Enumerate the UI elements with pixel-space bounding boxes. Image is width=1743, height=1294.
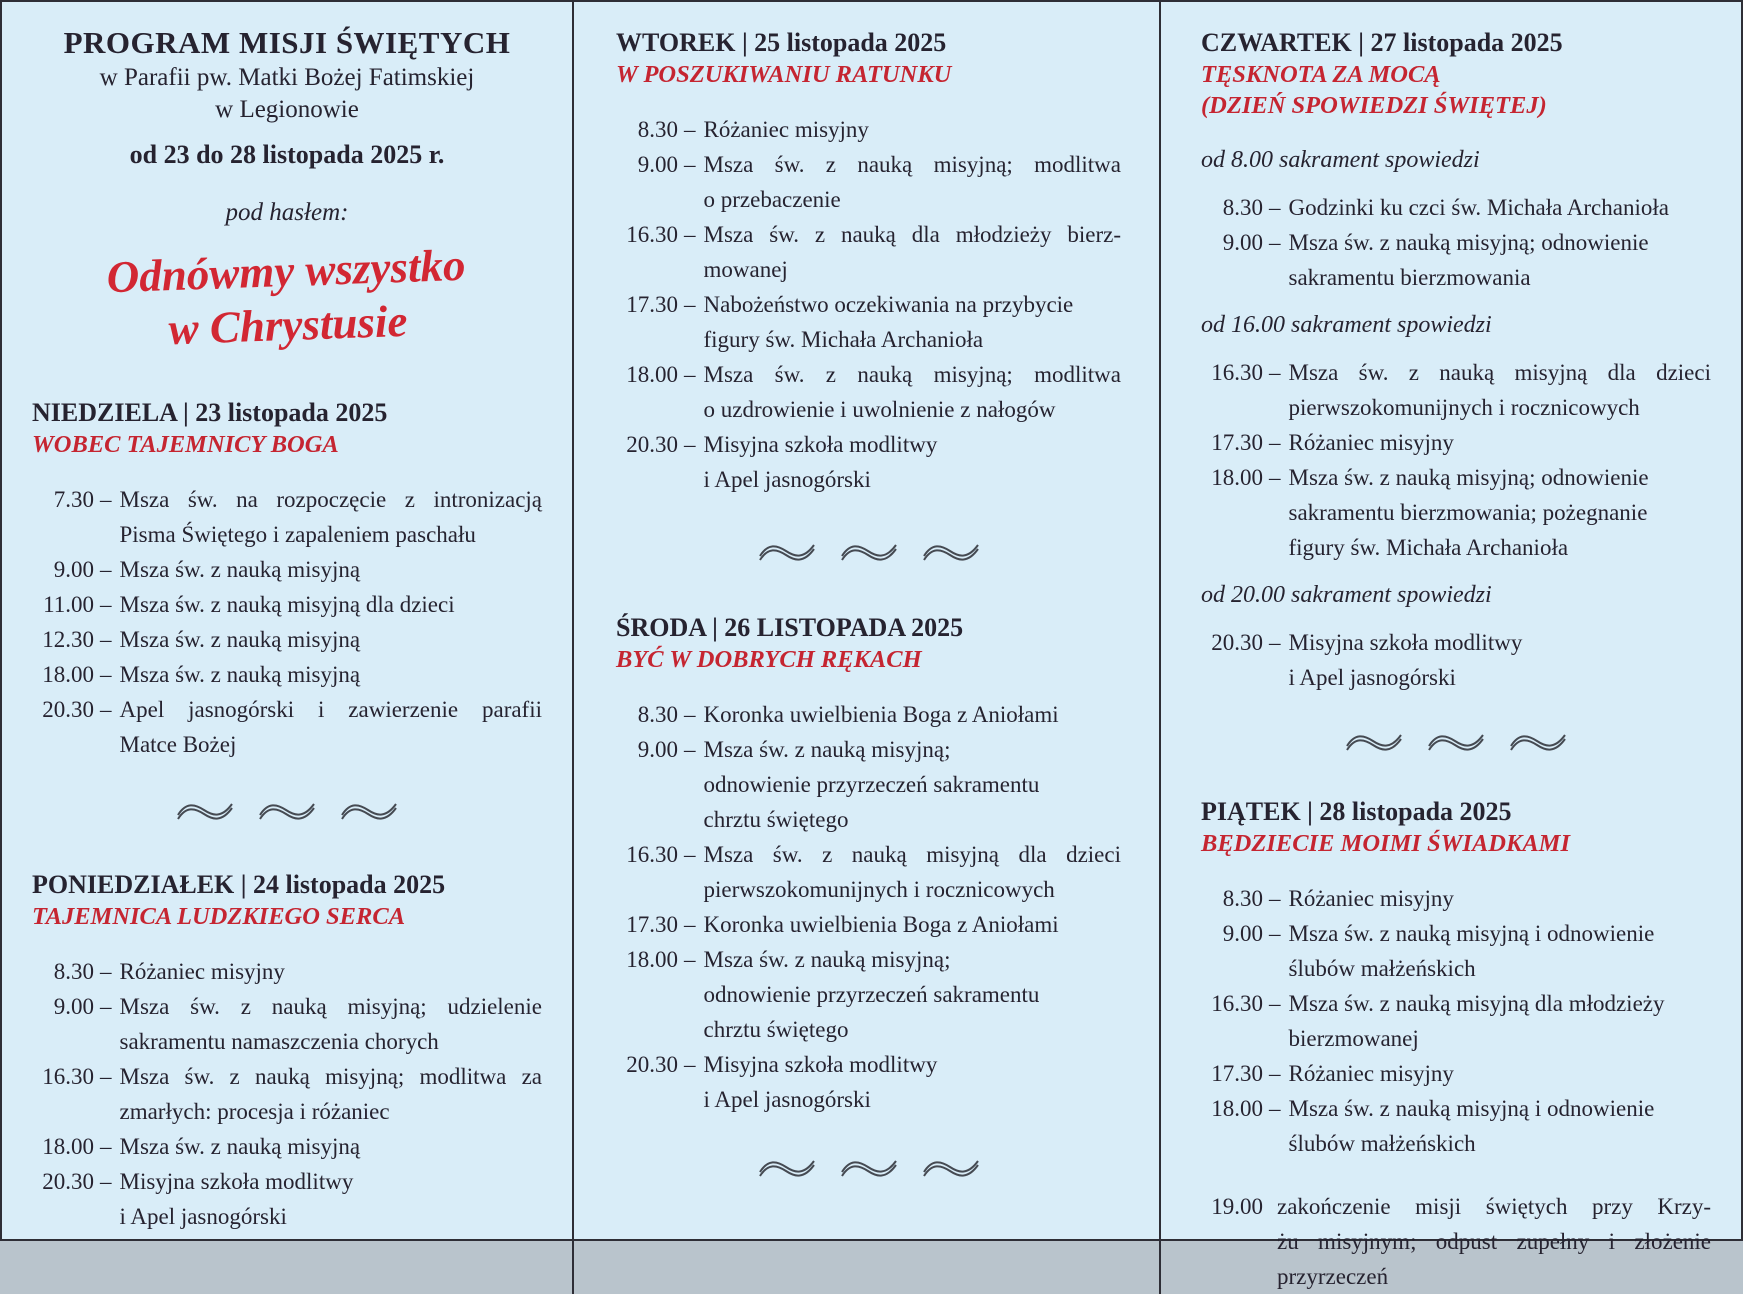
day-theme: W POSZUKIWANIU RATUNKU [616,61,952,88]
swash-ornament-icon [756,1155,818,1179]
line: Msza św. z nauką misyjną; odnowienie [1288,230,1649,255]
dash: – [1269,886,1281,911]
dash: – [1269,1061,1281,1086]
schedule-row [616,1047,1121,1117]
description [1289,425,1712,460]
confession-note: od 16.00 sakrament spowiedzi [1201,312,1492,338]
schedule-row [1201,916,1711,986]
time: 16.30 [1211,360,1263,385]
line: Apel jasnogórski i zawierzenie parafii [119,697,542,722]
time: 8.30 [1222,886,1263,911]
schedule-row [1201,425,1711,460]
schedule-row [32,622,542,657]
description [1289,355,1712,425]
description [120,1164,543,1234]
time: 17.30 [1211,1061,1263,1086]
time: 8.30 [637,117,678,142]
schedule [1201,355,1711,565]
line: Nabożeństwo oczekiwania na przybycie [703,292,1074,317]
line: przyrzeczeń [1277,1264,1389,1289]
line: Msza św. z nauką misyjną [119,627,361,652]
schedule-row [616,907,1121,942]
dash: – [1269,195,1281,220]
schedule-row [616,732,1121,837]
description [704,357,1122,427]
time: 18.00 [626,947,678,972]
schedule-row [1201,190,1711,225]
swash-ornament-icon [920,1155,982,1179]
time: 12.30 [42,627,94,652]
description [120,954,543,989]
dash: – [684,117,696,142]
schedule-row [616,147,1121,217]
description [1277,1189,1711,1294]
schedule-row [1201,625,1711,695]
line: figury św. Michała Archanioła [703,327,984,352]
line: Pisma Świętego i zapaleniem paschału [119,522,476,547]
schedule-row [616,942,1121,1047]
line: Msza św. z nauką dla młodzieży bierz- [703,222,1121,247]
panel-thursday-friday [1159,2,1743,1294]
description [120,657,543,692]
dash: – [1269,430,1281,455]
section-thursday [1201,26,1711,695]
time: 11.00 [43,592,94,617]
schedule-row [32,692,542,762]
schedule [1201,881,1711,1294]
line: i Apel jasnogórski [119,1204,287,1229]
line: Różaniec misyjny [703,117,869,142]
time: 9.00 [53,557,94,582]
line: Koronka uwielbienia Boga z Aniołami [703,912,1059,937]
dash: – [100,1064,112,1089]
description [120,482,543,552]
motto-line: w Chrystusie [167,295,409,355]
swash-ornament-icon [838,539,900,563]
day-heading: PIĄTEK | 28 listopada 2025 [1201,797,1512,826]
time: 17.30 [626,912,678,937]
dash: – [100,959,112,984]
confession-note: od 20.00 sakrament spowiedzi [1201,582,1492,608]
time: 8.30 [53,959,94,984]
line: zmarłych: procesja i różaniec [119,1099,390,1124]
time: 18.00 [42,1134,94,1159]
dash: – [684,737,696,762]
schedule-row [32,552,542,587]
dash: – [684,362,696,387]
line: Różaniec misyjny [119,959,285,984]
description [1289,881,1712,916]
time: 8.30 [637,702,678,727]
schedule [616,697,1121,1117]
line: Msza św. z nauką misyjną i odnowienie [1288,921,1655,946]
time: 16.30 [626,842,678,867]
line: Godzinki ku czci św. Michała Archanioła [1288,195,1669,220]
swash-divider [32,798,542,822]
time: 17.30 [1211,430,1263,455]
line: ślubów małżeńskich [1288,1131,1476,1156]
line: Msza św. z nauką misyjną i odnowienie [1288,1096,1655,1121]
dash: – [100,662,112,687]
line: Msza św. z nauką misyjną; [703,737,951,762]
time: 16.30 [42,1064,94,1089]
time: 20.30 [626,1052,678,1077]
schedule [32,482,542,762]
swash-ornament-icon [1343,729,1405,753]
page-title: PROGRAM MISJI ŚWIĘTYCH [63,25,511,60]
description [1289,190,1712,225]
day-heading: WTOREK | 25 listopada 2025 [616,28,947,57]
city-line: w Legionowie [215,96,359,123]
dash: – [100,994,112,1019]
day-theme: TAJEMNICA LUDZKIEGO SERCA [32,903,406,930]
section-friday [1201,795,1711,1294]
description [1289,225,1712,295]
schedule-row [32,1164,542,1234]
day-theme: BYĆ W DOBRYCH RĘKACH [616,646,922,673]
line: chrztu świętego [703,807,849,832]
line: i Apel jasnogórski [703,467,871,492]
description [704,697,1122,732]
line: Msza św. z nauką misyjną dla dzieci [1288,360,1711,385]
description [1289,460,1712,565]
time: 9.00 [637,152,678,177]
line: pierwszokomunijnych i rocznicowych [703,877,1055,902]
dash: – [1269,630,1281,655]
line: Msza św. z nauką misyjną [119,1134,361,1159]
swash-divider [1201,729,1711,753]
time: 16.30 [626,222,678,247]
dash: – [684,912,696,937]
day-theme-line2: (DZIEŃ SPOWIEDZI ŚWIĘTEJ) [1201,92,1547,119]
time: 9.00 [637,737,678,762]
line: Msza św. z nauką misyjną [119,557,361,582]
schedule [32,954,542,1234]
line: sakramentu bierzmowania [1288,265,1531,290]
schedule-row [1201,225,1711,295]
schedule [1201,625,1711,695]
dash: – [684,947,696,972]
schedule-row [32,657,542,692]
dash: – [100,557,112,582]
dash: – [684,1052,696,1077]
description [120,989,543,1059]
time: 20.30 [42,1169,94,1194]
line: Msza św. z nauką misyjną [119,662,361,687]
dash: – [100,592,112,617]
day-theme: BĘDZIECIE MOIMI ŚWIADKAMI [1201,830,1570,857]
section-wednesday [616,611,1121,1117]
schedule-row [32,1129,542,1164]
swash-ornament-icon [174,798,236,822]
dash: – [1269,230,1281,255]
description [704,837,1122,907]
line: i Apel jasnogórski [1288,665,1456,690]
schedule-row [1201,355,1711,425]
schedule-row [1201,1056,1711,1091]
dash: – [1269,921,1281,946]
line: Misyjna szkoła modlitwy [703,432,938,457]
line: Msza św. z nauką misyjną; odnowienie [1288,465,1649,490]
line: mowanej [703,257,788,282]
day-heading: NIEDZIELA | 23 listopada 2025 [32,398,388,427]
dash: – [1269,465,1281,490]
section-tuesday [616,26,1121,497]
schedule-row [32,989,542,1059]
time: 7.30 [53,487,94,512]
dash: – [684,152,696,177]
swash-ornament-icon [256,798,318,822]
description [704,112,1122,147]
panel-tuesday-wednesday [572,2,1159,1294]
schedule-row [1201,460,1711,565]
motto-line: Odnówmy wszystko [105,239,467,303]
line: Msza św. z nauką misyjną dla dzieci [703,842,1121,867]
description [704,147,1122,217]
schedule-row [32,482,542,552]
line: figury św. Michała Archanioła [1288,535,1569,560]
panel-sunday-monday [2,2,572,1294]
day-theme: WOBEC TAJEMNICY BOGA [32,431,339,458]
schedule-row [616,217,1121,287]
line: Misyjna szkoła modlitwy [119,1169,354,1194]
line: Koronka uwielbienia Boga z Aniołami [703,702,1059,727]
line: żu misyjnym; odpust zupełny i złożenie [1277,1229,1711,1254]
time: 9.00 [1222,230,1263,255]
dash [1263,1189,1277,1294]
dash: – [100,487,112,512]
line: pierwszokomunijnych i rocznicowych [1288,395,1640,420]
line: Msza św. z nauką misyjną; modlitwa [703,152,1121,177]
schedule-row [32,954,542,989]
time: 18.00 [42,662,94,687]
line: Misyjna szkoła modlitwy [703,1052,938,1077]
dash: – [684,702,696,727]
dash: – [100,697,112,722]
line: Różaniec misyjny [1288,430,1454,455]
swash-ornament-icon [1507,729,1569,753]
line: bierzmowanej [1288,1026,1419,1051]
line: i Apel jasnogórski [703,1087,871,1112]
description [1289,1091,1712,1161]
dash: – [100,1169,112,1194]
schedule-row [1201,986,1711,1056]
time: 20.30 [42,697,94,722]
description [120,622,543,657]
time: 20.30 [626,432,678,457]
swash-divider [616,539,1121,563]
swash-ornament-icon [920,539,982,563]
description [704,427,1122,497]
confession-note: od 8.00 sakrament spowiedzi [1201,147,1480,173]
description [120,587,543,622]
dash: – [684,222,696,247]
line: odnowienie przyrzeczeń sakramentu [703,772,1040,797]
time: 20.30 [1211,630,1263,655]
schedule-row [1201,881,1711,916]
line: Msza św. z nauką misyjną; modlitwa [703,362,1121,387]
swash-ornament-icon [338,798,400,822]
section-sunday [32,396,542,762]
description [704,732,1122,837]
description [120,692,543,762]
motto [30,235,543,361]
schedule-row [616,427,1121,497]
date-range: od 23 do 28 listopada 2025 r. [129,140,445,169]
description [1289,1056,1712,1091]
dash: – [1269,360,1281,385]
description [704,907,1122,942]
line: Msza św. z nauką misyjną; modlitwa za [119,1064,542,1089]
schedule-row [1201,1091,1711,1161]
description [120,552,543,587]
time: 16.30 [1211,991,1263,1016]
swash-ornament-icon [756,539,818,563]
time: 8.30 [1222,195,1263,220]
schedule-row [616,697,1121,732]
day-heading: ŚRODA | 26 LISTOPADA 2025 [616,613,964,642]
dash: – [1269,991,1281,1016]
line: Różaniec misyjny [1288,886,1454,911]
time: 19.00 [1211,1194,1263,1219]
schedule-row [616,287,1121,357]
time: 9.00 [1222,921,1263,946]
description [120,1129,543,1164]
description [704,1047,1122,1117]
day-theme: TĘSKNOTA ZA MOCĄ [1201,61,1441,88]
line: Msza św. z nauką misyjną dla młodzieży [1288,991,1665,1016]
schedule-row [32,587,542,622]
schedule-row [616,112,1121,147]
time: 18.00 [626,362,678,387]
description [1289,625,1712,695]
description [704,942,1122,1047]
swash-ornament-icon [838,1155,900,1179]
line: Misyjna szkoła modlitwy [1288,630,1523,655]
dash: – [1269,1096,1281,1121]
dash: – [684,842,696,867]
dash: – [684,432,696,457]
dash: – [100,627,112,652]
section-monday [32,868,542,1234]
time: 18.00 [1211,1096,1263,1121]
time: 18.00 [1211,465,1263,490]
parish-line: w Parafii pw. Matki Bożej Fatimskiej [99,64,475,91]
time: 9.00 [53,994,94,1019]
line: odnowienie przyrzeczeń sakramentu [703,982,1040,1007]
time: 17.30 [626,292,678,317]
schedule-row [32,1059,542,1129]
line: Msza św. z nauką misyjną dla dzieci [119,592,455,617]
line: Msza św. z nauką misyjną; udzielenie [119,994,542,1019]
description [1289,916,1712,986]
line: sakramentu bierzmowania; pożegnanie [1288,500,1648,525]
line: chrztu świętego [703,1017,849,1042]
description [1289,986,1712,1056]
description [704,217,1122,287]
day-heading: PONIEDZIAŁEK | 24 listopada 2025 [32,870,446,899]
schedule-row [1201,1189,1711,1294]
line: zakończenie misji świętych przy Krzy- [1277,1194,1711,1219]
line: o uzdrowienie i uwolnienie z nałogów [703,397,1056,422]
line: o przebaczenie [703,187,841,212]
dash: – [684,292,696,317]
dash: – [100,1134,112,1159]
line: Matce Bożej [119,732,237,757]
description [704,287,1122,357]
swash-divider [616,1155,1121,1179]
motto-label: pod hasłem: [225,199,349,226]
schedule-row [616,837,1121,907]
line: sakramentu namaszczenia chorych [119,1029,439,1054]
schedule-row [616,357,1121,427]
description [120,1059,543,1129]
line: Msza św. z nauką misyjną; [703,947,951,972]
line: Różaniec misyjny [1288,1061,1454,1086]
day-heading: CZWARTEK | 27 listopada 2025 [1201,28,1563,57]
schedule [616,112,1121,497]
line: ślubów małżeńskich [1288,956,1476,981]
line: Msza św. na rozpoczęcie z intronizacją [119,487,542,512]
schedule [1201,190,1711,295]
swash-ornament-icon [1425,729,1487,753]
